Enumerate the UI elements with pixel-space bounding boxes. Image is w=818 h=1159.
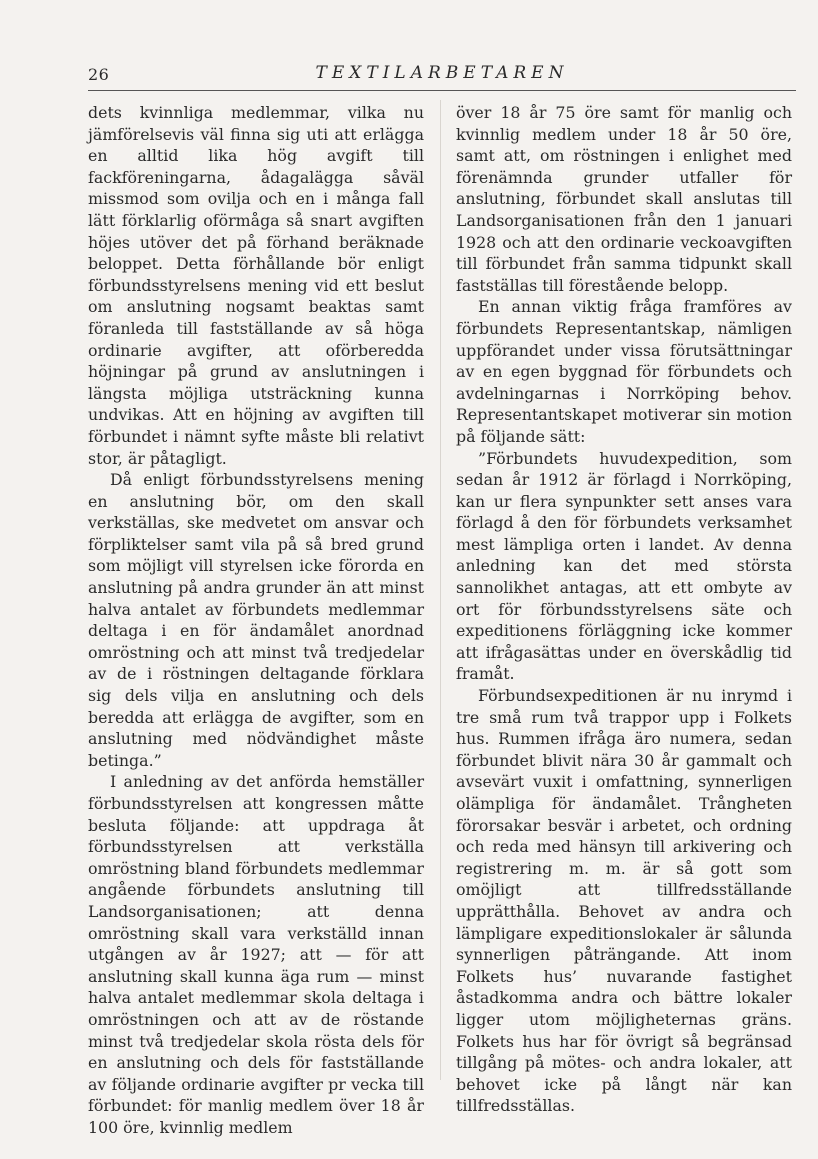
page-header xyxy=(88,60,796,91)
left-column xyxy=(88,102,424,1139)
paragraph: Då enligt förbundsstyrelsens mening en anslutning bör, om den skall verkställas, ske medvetet om ansvar och förpliktelser samt vila på så bred grund som möjligt vill styrelsen icke förorda en anslutning på andra grunder än att minst halva antalet av förbundets medlemmar deltaga i en för ändamålet anordnad omröstning och att minst två tredjedelar av de i röstningen deltagande förklara sig dels vilja en anslutning och dels beredda att erlägga de avgifter, som en anslutning med nödvändighet måste betinga.” xyxy=(88,470,424,770)
running-title: TEXTILARBETAREN xyxy=(315,63,569,83)
paragraph: I anledning av det anförda hemställer förbundsstyrelsen att kongressen måtte besluta följande: att uppdraga åt förbundsstyrelsen att verkställa omröstning bland förbundets medlemmar angående förbundets anslutning till Landsorganisationen; att denna omröstning skall vara verkställd innan utgången av år 1927; att — för att anslutning skall kunna äga rum — minst halva antalet medlemmar skola deltaga i omröstningen och att av de röstande minst två tredjedelar skola rösta dels för en anslutning och dels för fastställande av följande ordinarie avgifter pr vecka till förbundet: för manlig medlem över 18 år 100 öre, kvinnlig medlem xyxy=(88,772,424,1137)
paragraph: över 18 år 75 öre samt för manlig och kvinnlig medlem under 18 år 50 öre, samt att, om röstningen i enlighet med förenämnda grunder utfaller för anslutning, förbundet skall anslutas till Landsorganisationen från den 1 januari 1928 och att den ordinarie veckoavgiften till förbundet från samma tidpunkt skall fastställas till förestående belopp. xyxy=(456,103,792,295)
page-number: 26 xyxy=(88,65,110,84)
paragraph: En annan viktig fråga framföres av förbundets Representantskap, nämligen uppförandet under vissa förutsättningar av en egen byggnad för förbundets och avdelningarnas i Norrköping behov. Representantskapet motiverar sin motion på följande sätt: xyxy=(456,297,792,446)
paragraph: ”Förbundets huvudexpedition, som sedan år 1912 är förlagd i Norrköping, kan ur flera synpunkter sett anses vara förlagd å den för förbundets verksamhet mest lämpliga orten i landet. Av denna anledning kan det med största sannolikhet antagas, att ett ombyte av ort för förbundsstyrelsens säte och expeditionens förläggning icke kommer att ifrågasättas under en överskådlig tid framåt. xyxy=(456,448,792,684)
right-column xyxy=(456,102,792,1117)
paragraph: Förbundsexpeditionen är nu inrymd i tre små rum två trappor upp i Folkets hus. Rummen ifråga äro numera, sedan förbundet blivit nära 30 år gammalt och avsevärt vuxit i omfattning, synnerligen olämpliga för ändamålet. Trångheten förorsakar besvär i arbetet, och ordning och reda med hänsyn till arkivering och registrering m. m. är så gott som omöjligt att tillfredsställande upprätthålla. Behovet av andra och lämpligare expeditionslokaler är sålunda synnerligen påträngande. Att inom Folkets hus’ nuvarande fastighet åstadkomma andra och bättre lokaler ligger utom möjligheternas gräns. Folkets hus har för övrigt så begränsad tillgång på mötes- och andra lokaler, att behovet icke på långt när kan tillfredsställas. xyxy=(456,686,792,1116)
column-divider xyxy=(440,100,441,1080)
paragraph: dets kvinnliga medlemmar, vilka nu jämförelsevis väl finna sig uti att erlägga en alltid lika hög avgift till fackföreningarna, ådagalägga såväl missmod som ovilja och en i många fall lätt förklarlig oförmåga så snart avgiften höjes utöver det på förhand beräknade beloppet. Detta förhållande bör enligt förbundsstyrelsens mening vid ett beslut om anslutning nogsamt beaktas samt föranleda till fastställande av så höga ordinarie avgifter, att oförberedda höjningar på grund av anslutningen i längsta möjliga utsträckning kunna undvikas. Att en höjning av avgiften till förbundet i nämnt syfte måste bli relativt stor, är påtagligt. xyxy=(88,103,424,468)
